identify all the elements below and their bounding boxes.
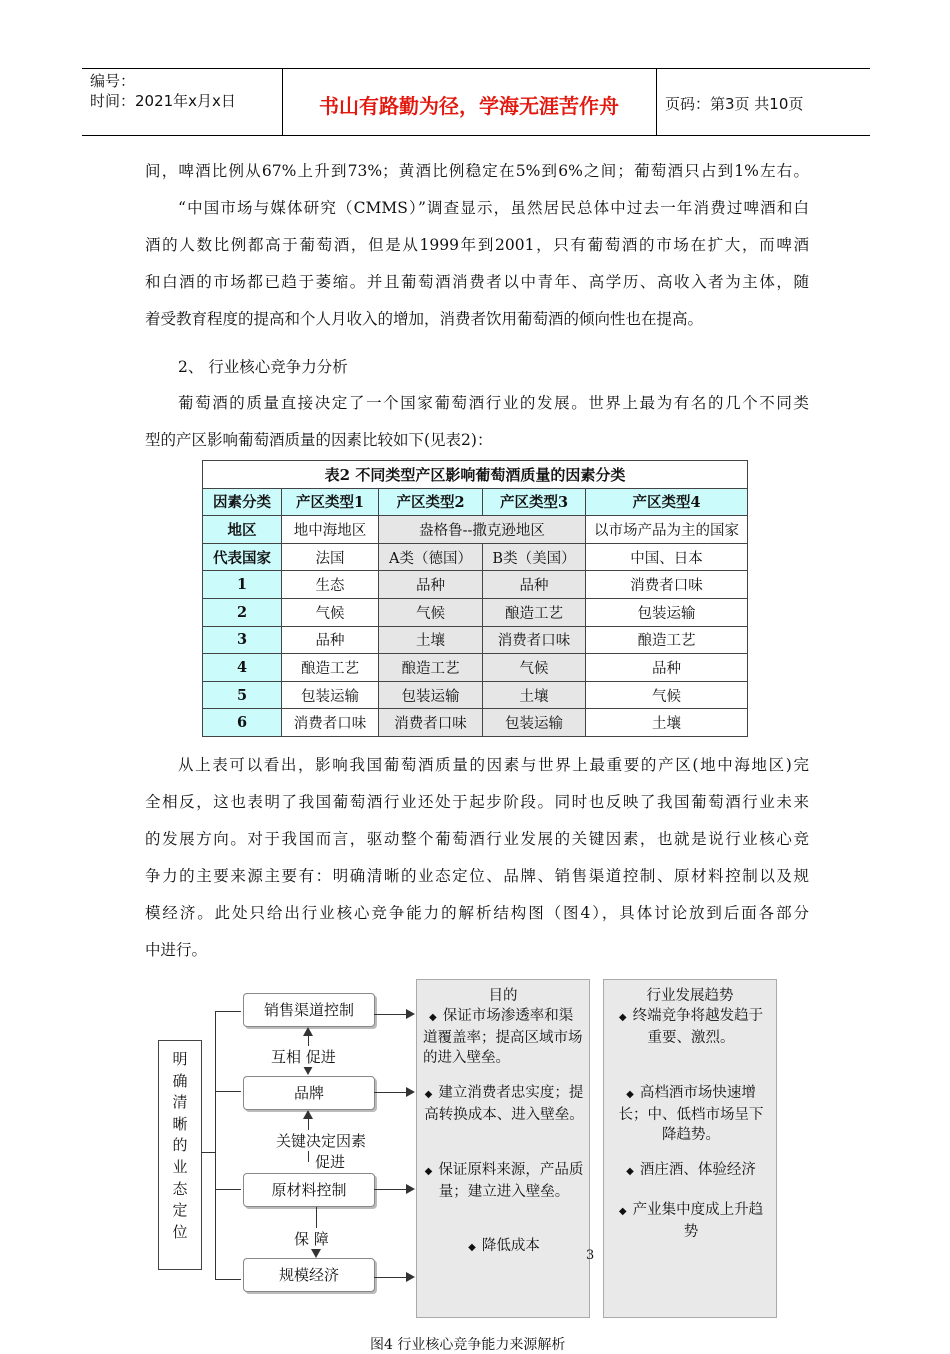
row-label: 2 xyxy=(203,598,282,626)
text-line: 着受教育程度的提高和个人月收入的增加，消费者饮用葡萄酒的倾向性也在提高。 xyxy=(145,310,704,328)
table-cell: 酿造工艺 xyxy=(586,626,748,654)
arrow-down-icon xyxy=(311,1249,321,1258)
header-top-rule xyxy=(82,68,870,69)
table-row xyxy=(203,626,748,654)
raw-material-box xyxy=(243,1173,375,1207)
arrow-line xyxy=(374,1189,407,1190)
text-line: 间，啤酒比例从67%上升到73%；黄酒比例稳定在5%到6%之间；葡萄酒只占到1%左右。 xyxy=(145,162,809,180)
purpose-item: ◆ 降低成本 xyxy=(468,1238,540,1254)
text-line: 的发展方向。对于我国而言，驱动整个葡萄酒行业发展的关键因素，也就是说行业核心竞 xyxy=(145,830,809,848)
scale-economy-box xyxy=(243,1258,375,1292)
table-header-cell: 因素分类 xyxy=(203,488,282,516)
trend-title: 行业发展趋势 xyxy=(646,988,734,1004)
connector-line xyxy=(215,1011,241,1012)
table-cell: A类（德国） xyxy=(379,543,483,571)
table-cell: 中国、日本 xyxy=(586,543,748,571)
purpose-panel xyxy=(416,979,590,1318)
table-cell: 包装运输 xyxy=(586,598,748,626)
page-indicator: 页码：第3页 共10页 xyxy=(665,95,804,113)
table-cell: 消费者口味 xyxy=(586,571,748,599)
table-header-cell: 产区类型3 xyxy=(483,488,586,516)
text-line: 和白酒的市场都已趋于萎缩。并且葡萄酒消费者以中青年、高学历、高收入者为主体，随 xyxy=(145,273,809,291)
paragraph xyxy=(145,747,809,969)
positioning-label: 明确清晰的业态定位 xyxy=(172,1050,188,1241)
row-label: 3 xyxy=(203,626,282,654)
table-cell: 品种 xyxy=(379,571,483,599)
bullet-icon: ◆ xyxy=(618,1012,627,1023)
section-heading xyxy=(145,349,809,386)
brand-box xyxy=(243,1076,375,1110)
link-label: 互相 促进 xyxy=(271,1048,336,1066)
arrow-line xyxy=(374,1277,407,1278)
paragraph xyxy=(145,190,809,338)
text-line: 型的产区影响葡萄酒质量的因素比较如下(见表2)： xyxy=(145,431,493,449)
arrow-line xyxy=(374,1092,407,1093)
doc-code: 编号： xyxy=(90,72,136,90)
text-line: 2、 行业核心竞争力分析 xyxy=(178,358,348,376)
table-cell: 酿造工艺 xyxy=(379,654,483,682)
table-cell: 酿造工艺 xyxy=(483,598,586,626)
bullet-icon: ◆ xyxy=(626,1089,634,1100)
channel-control-box xyxy=(243,993,375,1027)
connector-line xyxy=(215,1011,216,1280)
table-cell: 品种 xyxy=(586,654,748,682)
table-cell: 气候 xyxy=(282,598,379,626)
connector-line xyxy=(215,1091,241,1092)
bullet-icon: ◆ xyxy=(429,1012,437,1023)
box-label: 品牌 xyxy=(293,1084,324,1102)
link-label: 促进 xyxy=(315,1153,346,1171)
table-cell: 地中海地区 xyxy=(282,516,379,544)
box-label: 原材料控制 xyxy=(271,1181,347,1199)
header-meta xyxy=(90,71,236,111)
link-label: 关键决定因素 xyxy=(276,1132,367,1150)
text-line: 葡萄酒的质量直接决定了一个国家葡萄酒行业的发展。世界上最为有名的几个不同类 xyxy=(178,394,809,412)
bullet-icon: ◆ xyxy=(618,1206,627,1217)
purpose-item: ◆ 建立消费者忠实度；提高转换成本、进入壁垒。 xyxy=(424,1085,584,1123)
link-label: 保 障 xyxy=(294,1230,329,1248)
text-line: “中国市场与媒体研究（CMMS）”调查显示，虽然居民总体中过去一年消费过啤酒和白 xyxy=(178,199,809,217)
text-line: 从上表可以看出，影响我国葡萄酒质量的因素与世界上最重要的产区(地中海地区)完 xyxy=(178,756,809,774)
table-cell: 包装运输 xyxy=(379,681,483,709)
paragraph xyxy=(145,385,809,459)
table-cell: 生态 xyxy=(282,571,379,599)
paragraph xyxy=(145,153,809,190)
table-row xyxy=(203,709,748,737)
row-label: 4 xyxy=(203,654,282,682)
table-cell: 以市场产品为主的国家 xyxy=(586,516,748,544)
table-cell: 消费者口味 xyxy=(483,626,586,654)
box-label: 销售渠道控制 xyxy=(263,1001,354,1019)
text-line: 全相反，这也表明了我国葡萄酒行业还处于起步阶段。同时也反映了我国葡萄酒行业未来 xyxy=(145,793,809,811)
header-bottom-rule xyxy=(82,135,870,136)
header-motto: 书山有路勤为径，学海无涯苦作舟 xyxy=(319,94,619,118)
bullet-icon: ◆ xyxy=(424,1166,433,1177)
table-cell: 气候 xyxy=(586,681,748,709)
arrow-right-icon xyxy=(406,1184,415,1194)
box-label: 规模经济 xyxy=(278,1266,339,1284)
row-label: 地区 xyxy=(203,516,282,544)
table-cell: 酿造工艺 xyxy=(282,654,379,682)
bullet-icon: ◆ xyxy=(626,1166,634,1177)
header-divider xyxy=(282,68,283,136)
table-cell: 法国 xyxy=(282,543,379,571)
text-line: 争力的主要来源主要有：明确清晰的业态定位、品牌、销售渠道控制、原材料控制以及规 xyxy=(145,867,809,885)
page-number: 3 xyxy=(586,1248,595,1263)
bullet-icon: ◆ xyxy=(424,1089,433,1100)
trend-item: ◆ 高档酒市场快速增长；中、低档市场呈下降趋势。 xyxy=(618,1085,764,1143)
trend-item: ◆ 酒庄酒、体验经济 xyxy=(626,1162,756,1178)
row-label: 6 xyxy=(203,709,282,737)
arrow-right-icon xyxy=(406,1087,415,1097)
purpose-item: ◆ 保证市场渗透率和渠道覆盖率；提高区域市场的进入壁垒。 xyxy=(423,1008,583,1066)
table-cell: B类（美国） xyxy=(483,543,586,571)
table-cell: 气候 xyxy=(379,598,483,626)
table-row xyxy=(203,681,748,709)
table-cell: 土壤 xyxy=(483,681,586,709)
positioning-box xyxy=(158,1040,202,1270)
table-cell: 品种 xyxy=(483,571,586,599)
arrow-right-icon xyxy=(406,1272,415,1282)
table-cell: 盎格鲁--撒克逊地区 xyxy=(379,516,586,544)
table-cell: 消费者口味 xyxy=(379,709,483,737)
table-cell: 土壤 xyxy=(379,626,483,654)
table-cell: 包装运输 xyxy=(483,709,586,737)
purpose-title: 目的 xyxy=(488,988,518,1004)
figure-caption: 图4 行业核心竞争能力来源解析 xyxy=(370,1337,566,1353)
connector-line xyxy=(215,1279,241,1280)
table-header-cell: 产区类型2 xyxy=(379,488,483,516)
text-line: 中进行。 xyxy=(145,941,208,959)
arrow-down-icon xyxy=(303,1066,313,1075)
table-row xyxy=(203,598,748,626)
table-cell: 包装运输 xyxy=(282,681,379,709)
table-header-cell: 产区类型4 xyxy=(586,488,748,516)
table-cell: 土壤 xyxy=(586,709,748,737)
table-caption: 表2 不同类型产区影响葡萄酒质量的因素分类 xyxy=(203,461,748,489)
table-cell: 消费者口味 xyxy=(282,709,379,737)
purpose-item: ◆ 保证原料来源，产品质量；建立进入壁垒。 xyxy=(424,1162,584,1200)
table-cell: 气候 xyxy=(483,654,586,682)
header-divider xyxy=(656,68,657,136)
text-line: 酒的人数比例都高于葡萄酒，但是从1999年到2001，只有葡萄酒的市场在扩大，而啤酒 xyxy=(145,236,809,254)
row-label: 5 xyxy=(203,681,282,709)
trend-item: ◆ 产业集中度成上升趋势 xyxy=(618,1202,764,1240)
arrow-right-icon xyxy=(406,1009,415,1019)
factor-table xyxy=(202,460,748,737)
arrow-up-icon xyxy=(303,1027,313,1036)
doc-time: 时间：2021年x月x日 xyxy=(90,92,236,110)
table-row xyxy=(203,654,748,682)
table-header-cell: 产区类型1 xyxy=(282,488,379,516)
trend-panel xyxy=(603,979,777,1318)
bullet-icon: ◆ xyxy=(468,1242,476,1253)
row-label: 1 xyxy=(203,571,282,599)
text-line: 模经济。此处只给出行业核心竞争能力的解析结构图（图4），具体讨论放到后面各部分 xyxy=(145,904,809,922)
row-label: 代表国家 xyxy=(203,543,282,571)
table-cell: 品种 xyxy=(282,626,379,654)
table-row xyxy=(203,571,748,599)
connector-line xyxy=(201,1152,216,1153)
arrow-up-icon xyxy=(303,1110,313,1119)
trend-item: ◆ 终端竞争将越发趋于重要、激烈。 xyxy=(618,1008,764,1046)
connector-line xyxy=(215,1189,241,1190)
arrow-line xyxy=(374,1014,407,1015)
